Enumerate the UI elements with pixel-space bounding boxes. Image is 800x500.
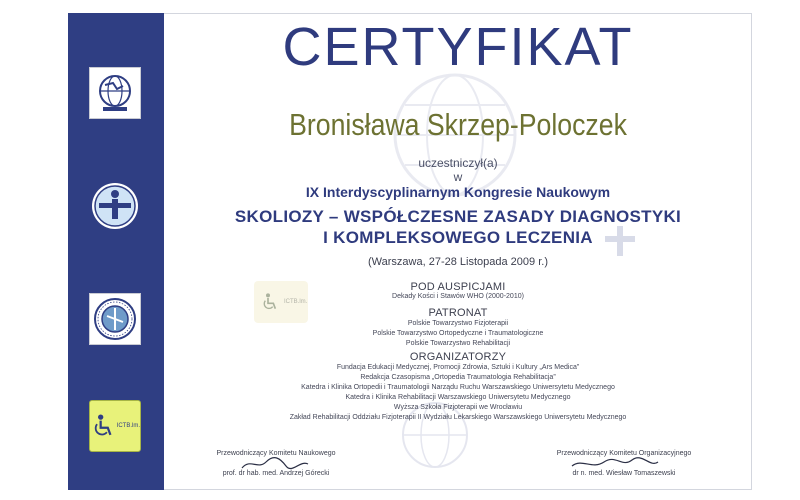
patronage-title: PATRONAT (428, 307, 488, 319)
left-signature-role: Przewodniczący Komitetu Naukowego (216, 450, 336, 457)
right-signature-name: dr n. med. Wiesław Tomaszewski (572, 470, 676, 477)
bone-joint-decade-logo (89, 67, 141, 119)
patronage-list (164, 319, 752, 349)
place-date: (Warszawa, 27-28 Listopada 2009 r.) (368, 256, 548, 268)
recipient-name: Bronisława Skrzep-Poloczek (289, 107, 627, 142)
preposition-text: w (453, 170, 463, 184)
ictb-logo-label: ICTB.lm. (116, 423, 140, 429)
patronage-item: Polskie Towarzystwo Rehabilitacji (405, 340, 511, 347)
organizer-item: Wyższa Szkoła Fizjoterapii we Wrocławiu (393, 404, 523, 411)
topic-line-2: I KOMPLEKSOWEGO LECZENIA (323, 228, 593, 247)
congress-name: IX Interdyscyplinarnym Kongresie Naukowym (305, 184, 611, 200)
organizers-list (164, 363, 752, 423)
topic-line-1: SKOLIOZY – WSPÓŁCZESNE ZASADY DIAGNOSTYKI (234, 207, 682, 226)
orthopedic-society-logo (89, 293, 141, 345)
organizer-item: Fundacja Edukacji Medycznej, Promocji Zdrowia, Sztuki i Kultury „Ars Medica” (336, 364, 580, 371)
left-signature-name: prof. dr hab. med. Andrzej Górecki (222, 470, 330, 477)
organizers-title: ORGANIZATORZY (409, 351, 507, 363)
auspices-item: Dekady Kości i Stawów WHO (2000-2010) (392, 293, 524, 300)
organizer-item: Katedra i Klinika Ortopedii i Traumatologii Narządu Ruchu Warszawskiego Uniwersytetu Medycznego (301, 384, 615, 391)
auspices-title: POD AUSPICJAMI (410, 281, 506, 293)
patronage-item: Polskie Towarzystwo Ortopedyczne i Traumatologiczne (372, 330, 544, 337)
organizer-item: Katedra i Klinika Rehabilitacji Warszawskiego Uniwersytetu Medycznego (345, 394, 571, 401)
badge-label: ICTB.lm. (284, 299, 308, 305)
certificate-title: CERTYFIKAT (282, 17, 634, 77)
ictb-wheelchair-logo (89, 400, 141, 452)
participation-text: uczestniczył(a) (418, 156, 498, 170)
right-signature-role: Przewodniczący Komitetu Organizacyjnego (556, 450, 692, 457)
organizer-item: Redakcja Czasopisma „Ortopedia Traumatologia Rehabilitacja” (360, 374, 556, 381)
patronage-item: Polskie Towarzystwo Fizjoterapii (407, 320, 509, 327)
organizer-item: Zakład Rehabilitacji Oddziału Fizjoterapii II Wydziału Lekarskiego Warszawskiego Uniwersytetu Medycznego (289, 414, 627, 421)
physiotherapy-society-logo (89, 180, 141, 232)
